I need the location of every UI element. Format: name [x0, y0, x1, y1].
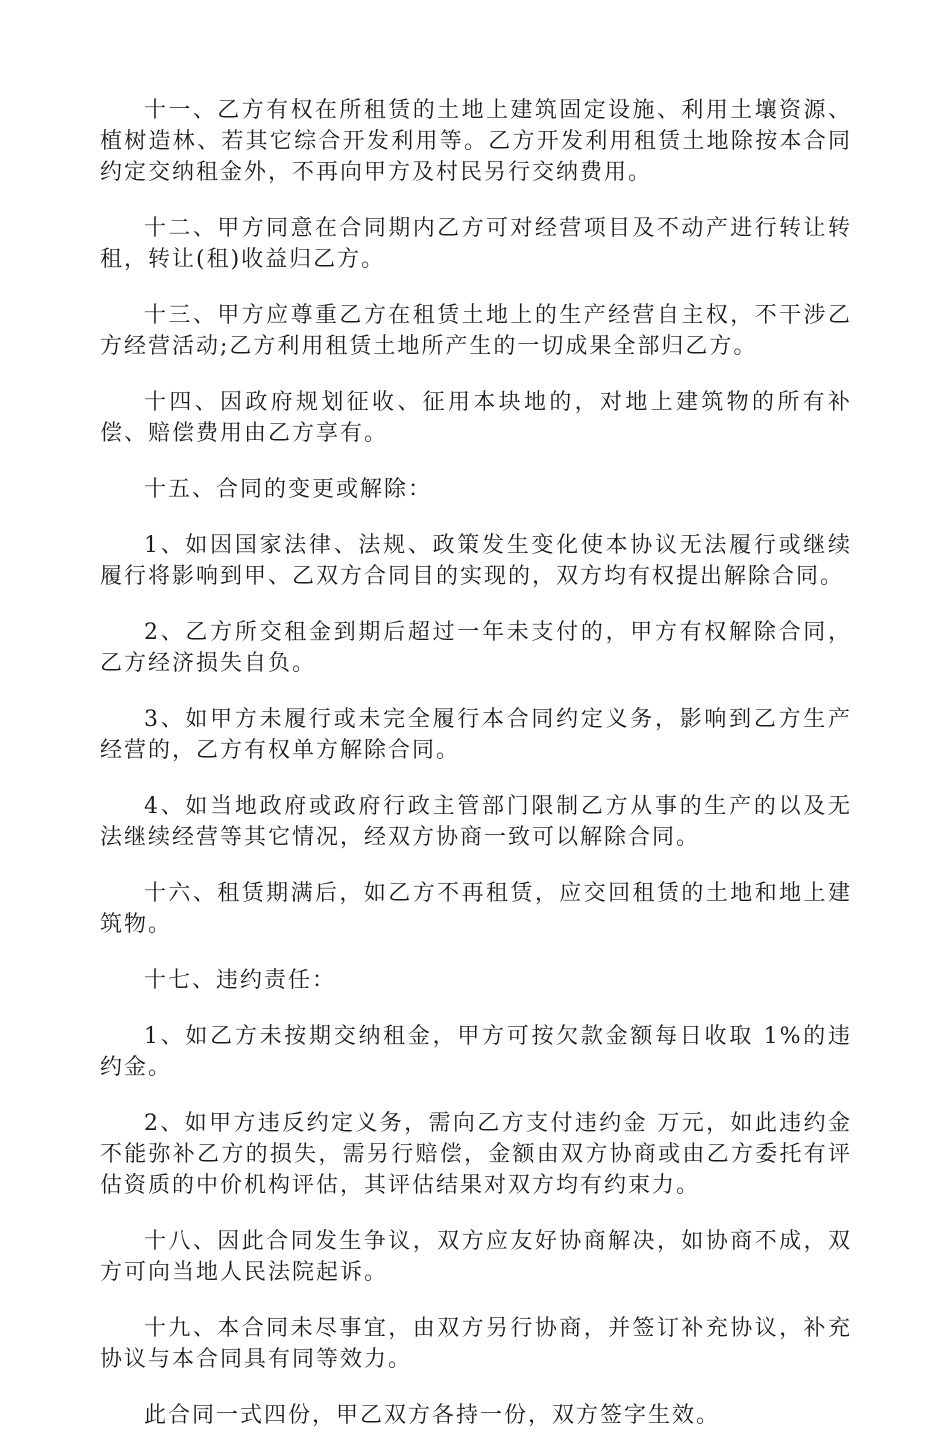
- clause-17-heading: 十七、违约责任：: [144, 968, 337, 993]
- clause-17-item-2: 2、如甲方违反约定义务，需向乙方支付违约金 万元，如此违约金不能弥补乙方的损失，需另行赔偿，金额由双方协商或由乙方委托有评估资质的中价机构评估，其评估结果对双方均有约束力。: [100, 1111, 852, 1198]
- clause-18: 十八、因此合同发生争议，双方应友好协商解决，如协商不成，双方可向当地人民法院起诉。: [100, 1229, 852, 1285]
- clause-12: 十二、甲方同意在合同期内乙方可对经营项目及不动产进行转让转租，转让(租)收益归乙方。: [100, 216, 852, 272]
- clause-14: 十四、因政府规划征收、征用本块地的，对地上建筑物的所有补偿、赔偿费用由乙方享有。: [100, 390, 852, 446]
- closing-statement: 此合同一式四份，甲乙双方各持一份，双方签字生效。: [144, 1403, 721, 1428]
- clause-16: 十六、租赁期满后，如乙方不再租赁，应交回租赁的土地和地上建筑物。: [100, 881, 852, 937]
- document-body: [100, 95, 852, 1456]
- clause-19: 十九、本合同未尽事宜，由双方另行协商，并签订补充协议，补充协议与本合同具有同等效力。: [100, 1316, 852, 1372]
- clause-15-item-2: 2、乙方所交租金到期后超过一年未支付的，甲方有权解除合同，乙方经济损失自负。: [100, 620, 852, 676]
- clause-15-item-1: 1、如因国家法律、法规、政策发生变化使本协议无法履行或继续履行将影响到甲、乙双方合同目的实现的，双方均有权提出解除合同。: [100, 533, 852, 589]
- clause-13: 十三、甲方应尊重乙方在租赁土地上的生产经营自主权，不干涉乙方经营活动;乙方利用租赁土地所产生的一切成果全部归乙方。: [100, 303, 852, 359]
- clause-11: 十一、乙方有权在所租赁的土地上建筑固定设施、利用土壤资源、植树造林、若其它综合开发利用等。乙方开发利用租赁土地除按本合同约定交纳租金外，不再向甲方及村民另行交纳费用。: [100, 98, 852, 185]
- clause-15-item-4: 4、如当地政府或政府行政主管部门限制乙方从事的生产的以及无法继续经营等其它情况，经双方协商一致可以解除合同。: [100, 794, 852, 850]
- clause-15-heading: 十五、合同的变更或解除：: [144, 477, 433, 502]
- clause-17-item-1: 1、如乙方未按期交纳租金，甲方可按欠款金额每日收取 1%的违约金。: [100, 1024, 852, 1080]
- clause-15-item-3: 3、如甲方未履行或未完全履行本合同约定义务，影响到乙方生产经营的，乙方有权单方解除合同。: [100, 707, 852, 763]
